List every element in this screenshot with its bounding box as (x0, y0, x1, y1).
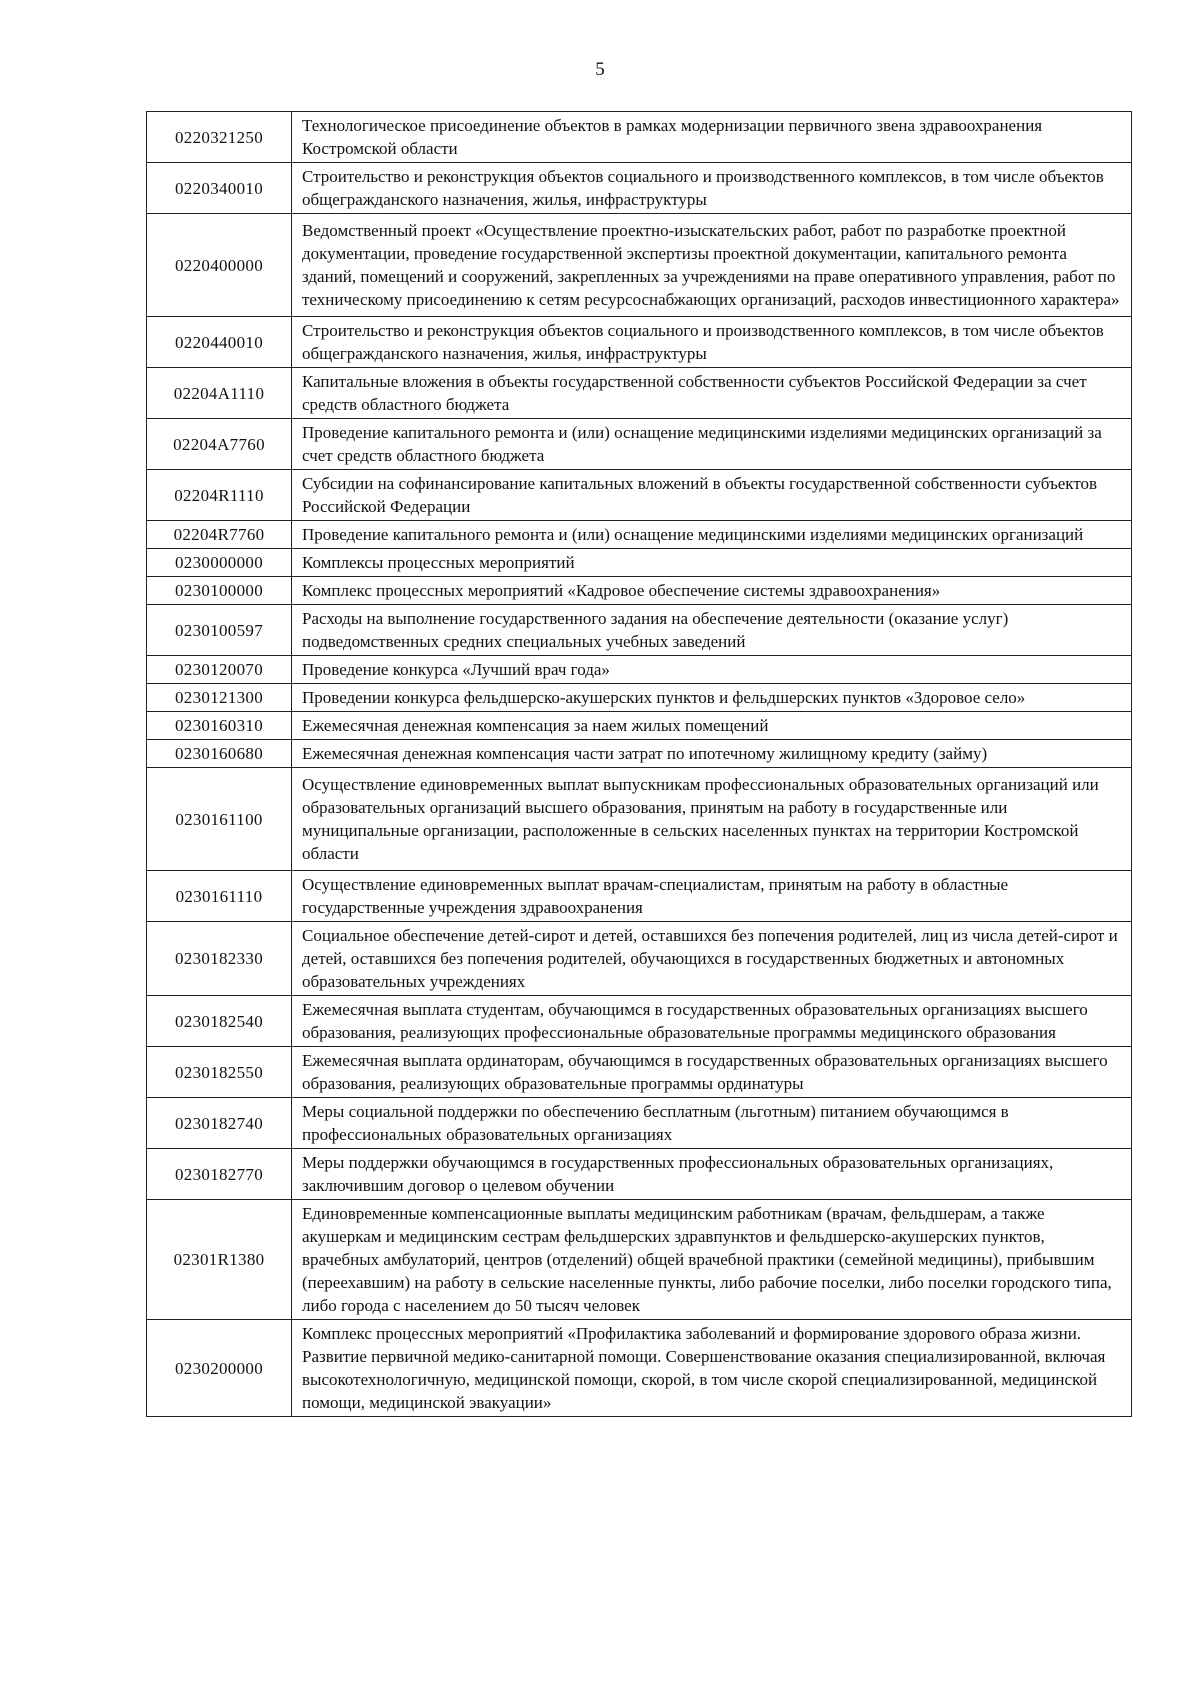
row-description: Ведомственный проект «Осуществление проектно-изыскательских работ, работ по разработке проектной документации, проведение государственной экспертизы проектной документации, капитального ремонта зданий, помещений и сооружений, закрепленных за учреждениями на праве оперативного управления, работ по техническому присоединению к сетям ресурсоснабжающих организаций, расходов инвестиционного характера» (292, 214, 1132, 317)
budget-classification-table (146, 111, 1132, 1417)
row-code: 0230121300 (147, 684, 292, 712)
row-description: Проведение капитального ремонта и (или) оснащение медицинскими изделиями медицинских организаций (292, 521, 1132, 549)
row-code: 0230100597 (147, 605, 292, 656)
row-code: 02204R7760 (147, 521, 292, 549)
row-code: 0220400000 (147, 214, 292, 317)
row-description: Строительство и реконструкция объектов социального и производственного комплексов, в том числе объектов общегражданского назначения, жилья, инфраструктуры (292, 317, 1132, 368)
row-description: Меры социальной поддержки по обеспечению бесплатным (льготным) питанием обучающимся в профессиональных образовательных организациях (292, 1098, 1132, 1149)
table-row (147, 922, 1132, 996)
row-description: Субсидии на софинансирование капитальных вложений в объекты государственной собственности субъектов Российской Федерации (292, 470, 1132, 521)
row-code: 0230160680 (147, 740, 292, 768)
row-description: Строительство и реконструкция объектов социального и производственного комплексов, в том числе объектов общегражданского назначения, жилья, инфраструктуры (292, 163, 1132, 214)
row-description: Проведение капитального ремонта и (или) оснащение медицинскими изделиями медицинских организаций за счет средств областного бюджета (292, 419, 1132, 470)
table-row (147, 1200, 1132, 1320)
table-row (147, 768, 1132, 871)
row-code: 0220321250 (147, 112, 292, 163)
row-code: 02204R1110 (147, 470, 292, 521)
table-row (147, 656, 1132, 684)
table-row (147, 871, 1132, 922)
row-description: Осуществление единовременных выплат выпускникам профессиональных образовательных организаций или образовательных организаций высшего образования, принятым на работу в государственные или муниципальные организации, расположенные в сельских населенных пунктах на территории Костромской области (292, 768, 1132, 871)
row-description: Проведение конкурса «Лучший врач года» (292, 656, 1132, 684)
row-code: 0220440010 (147, 317, 292, 368)
table-row (147, 214, 1132, 317)
row-description: Комплексы процессных мероприятий (292, 549, 1132, 577)
table-row (147, 996, 1132, 1047)
row-code: 0230182770 (147, 1149, 292, 1200)
row-description: Капитальные вложения в объекты государственной собственности субъектов Российской Федерации за счет средств областного бюджета (292, 368, 1132, 419)
table-row (147, 605, 1132, 656)
table-row (147, 1320, 1132, 1417)
table-row (147, 470, 1132, 521)
row-code: 02204A1110 (147, 368, 292, 419)
table-row (147, 1047, 1132, 1098)
row-description: Ежемесячная выплата ординаторам, обучающимся в государственных образовательных организациях высшего образования, реализующих образовательные программы ординатуры (292, 1047, 1132, 1098)
row-description: Социальное обеспечение детей-сирот и детей, оставшихся без попечения родителей, лиц из числа детей-сирот и детей, оставшихся без попечения родителей, обучающихся в государственных бюджетных и автономных образовательных учреждениях (292, 922, 1132, 996)
row-code: 02204A7760 (147, 419, 292, 470)
table-row (147, 577, 1132, 605)
row-code: 0230182550 (147, 1047, 292, 1098)
row-description: Ежемесячная денежная компенсация за наем жилых помещений (292, 712, 1132, 740)
table-row (147, 740, 1132, 768)
row-code: 0230100000 (147, 577, 292, 605)
row-code: 02301R1380 (147, 1200, 292, 1320)
row-code: 0220340010 (147, 163, 292, 214)
row-code: 0230161100 (147, 768, 292, 871)
row-code: 0230160310 (147, 712, 292, 740)
table-row (147, 549, 1132, 577)
row-code: 0230182740 (147, 1098, 292, 1149)
row-description: Комплекс процессных мероприятий «Профилактика заболеваний и формирование здорового образа жизни. Развитие первичной медико-санитарной помощи. Совершенствование оказания специализированной, включая высокотехнологичную, медицинской помощи, скорой, в том числе скорой специализированной, медицинской помощи, медицинской эвакуации» (292, 1320, 1132, 1417)
table-body (147, 112, 1132, 1417)
table-row (147, 712, 1132, 740)
table-row (147, 112, 1132, 163)
row-code: 0230120070 (147, 656, 292, 684)
table-row (147, 521, 1132, 549)
page-number: 5 (595, 59, 605, 80)
row-code: 0230182540 (147, 996, 292, 1047)
table-row (147, 368, 1132, 419)
row-description: Расходы на выполнение государственного задания на обеспечение деятельности (оказание услуг) подведомственных средних специальных учебных заведений (292, 605, 1132, 656)
row-code: 0230000000 (147, 549, 292, 577)
table-row (147, 1149, 1132, 1200)
row-description: Единовременные компенсационные выплаты медицинским работникам (врачам, фельдшерам, а также акушеркам и медицинским сестрам фельдшерских здравпунктов и фельдшерско-акушерских пунктов, врачебных амбулаторий, центров (отделений) общей врачебной практики (семейной медицины), прибывшим (переехавшим) на работу в сельские населенные пункты, либо рабочие поселки, либо поселки городского типа, либо города с населением до 50 тысяч человек (292, 1200, 1132, 1320)
table-row (147, 1098, 1132, 1149)
table-row (147, 419, 1132, 470)
row-code: 0230200000 (147, 1320, 292, 1417)
row-description: Меры поддержки обучающимся в государственных профессиональных образовательных организациях, заключившим договор о целевом обучении (292, 1149, 1132, 1200)
table-row (147, 163, 1132, 214)
row-code: 0230161110 (147, 871, 292, 922)
row-description: Проведении конкурса фельдшерско-акушерских пунктов и фельдшерских пунктов «Здоровое село» (292, 684, 1132, 712)
row-description: Комплекс процессных мероприятий «Кадровое обеспечение системы здравоохранения» (292, 577, 1132, 605)
table-row (147, 684, 1132, 712)
row-description: Технологическое присоединение объектов в рамках модернизации первичного звена здравоохранения Костромской области (292, 112, 1132, 163)
row-description: Ежемесячная денежная компенсация части затрат по ипотечному жилищному кредиту (займу) (292, 740, 1132, 768)
table-row (147, 317, 1132, 368)
row-code: 0230182330 (147, 922, 292, 996)
row-description: Осуществление единовременных выплат врачам-специалистам, принятым на работу в областные государственные учреждения здравоохранения (292, 871, 1132, 922)
row-description: Ежемесячная выплата студентам, обучающимся в государственных образовательных организациях высшего образования, реализующих профессиональные образовательные программы медицинского образования (292, 996, 1132, 1047)
